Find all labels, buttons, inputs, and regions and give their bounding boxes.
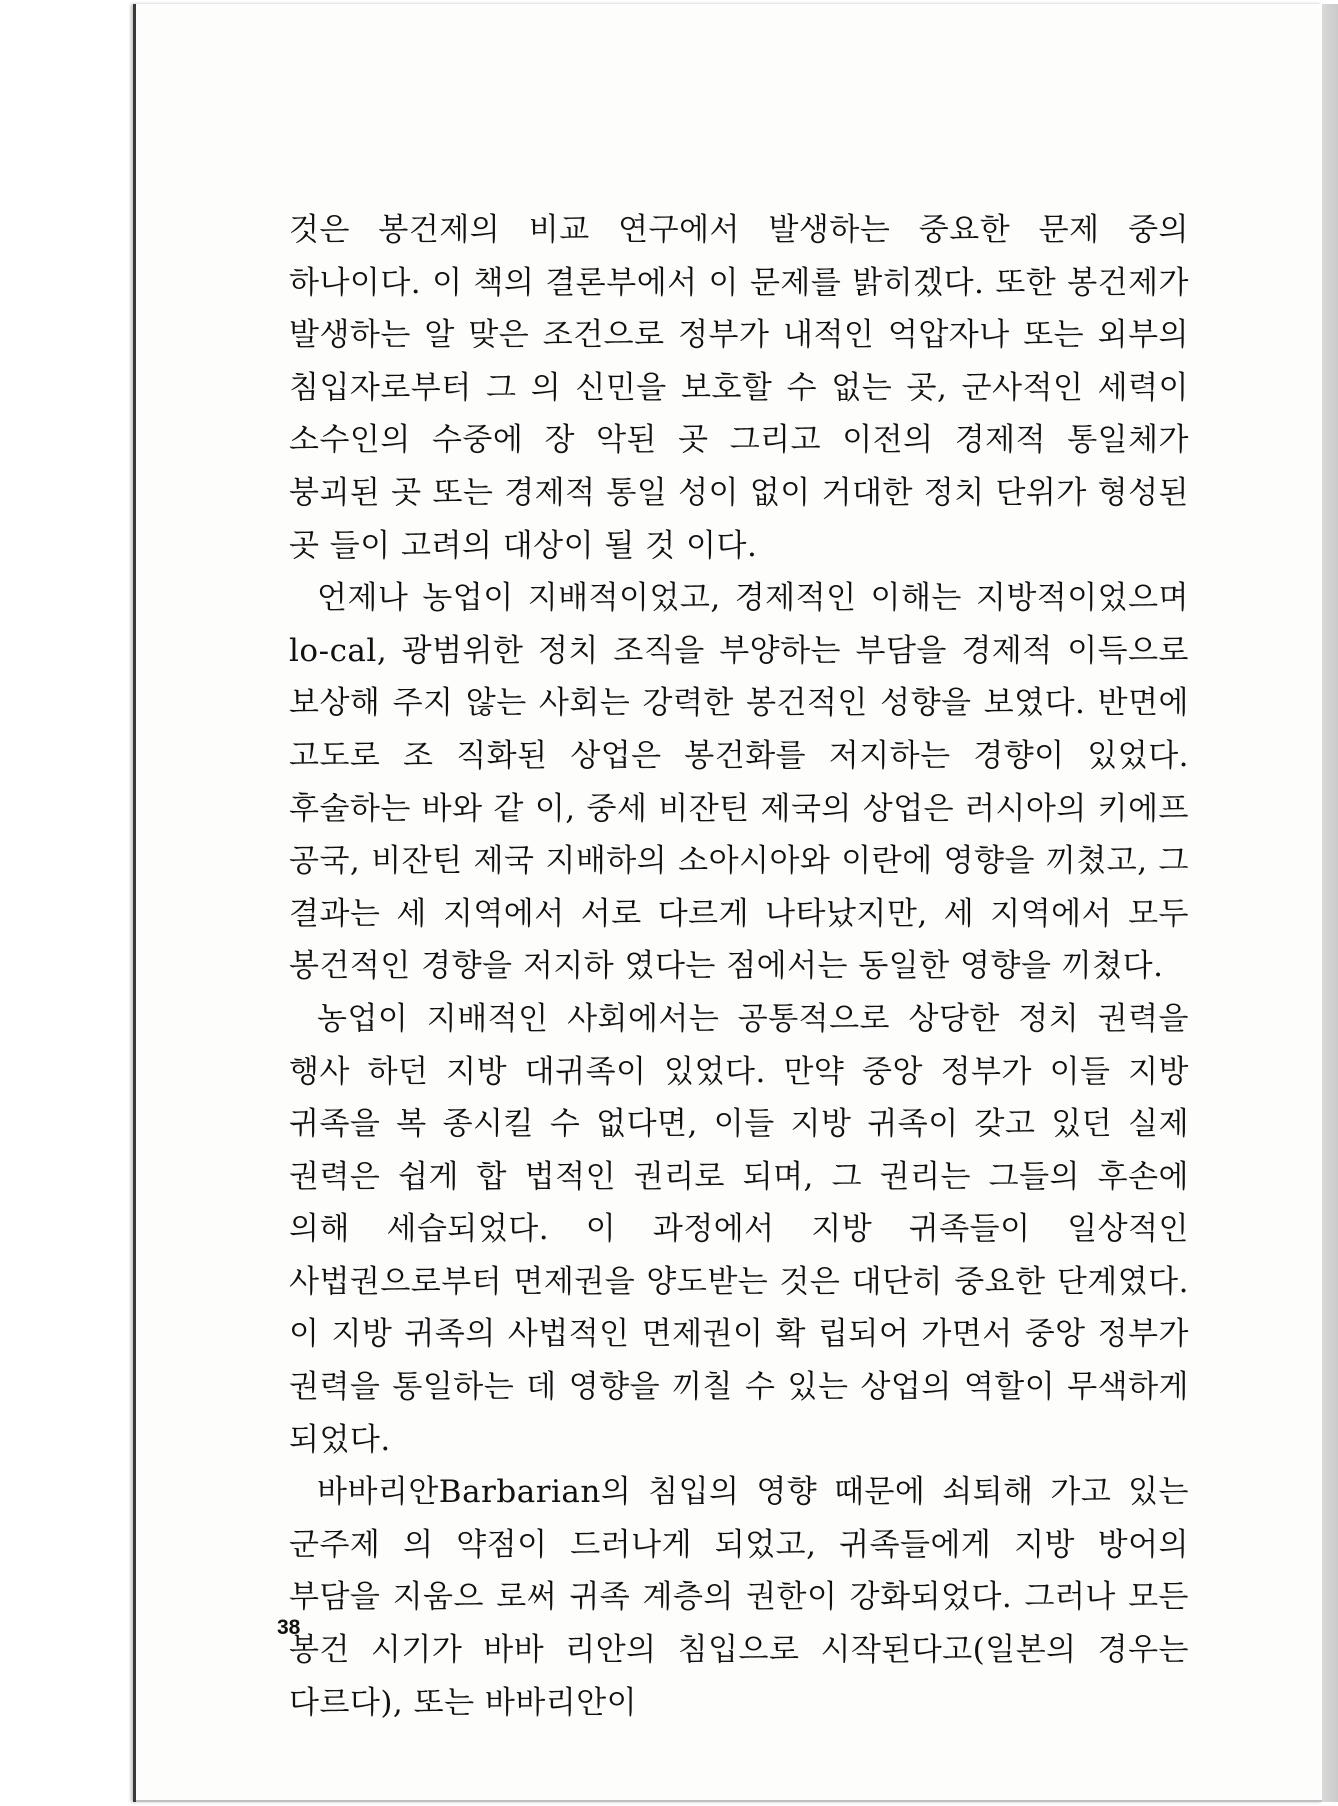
paragraph-4: 바바리안Barbarian의 침입의 영향 때문에 쇠퇴해 가고 있는 군주제 의 약점이 드러나게 되었고, 귀족들에게 지방 방어의 부담을 지움으 로써 귀족 계층의 권한이 강화되었다. 그러나 모든 봉건 시기가 바바 리안의 침입으로 시작된다고(일본의 경우는 다르다), 또는 바바리안이 (289, 1474, 1190, 1721)
page-number: 38 (277, 1616, 301, 1639)
paragraph-3: 농업이 지배적인 사회에서는 공통적으로 상당한 정치 권력을 행사 하던 지방 대귀족이 있었다. 만약 중앙 정부가 이들 지방 귀족을 복 종시킬 수 없다면, 이들 지방 귀족이 갖고 있던 실제 권력은 쉽게 합 법적인 권리로 되며, 그 권리는 그들의 후손에 의해 세습되었다. 이 과정에서 지방 귀족들이 일상적인 사법권으로부터 면제권을 양도받는 것은 대단히 중요한 단계였다. 이 지방 귀족의 사법적인 면제권이 확 립되어 가면서 중앙 정부가 권력을 통일하는 데 영향을 끼칠 수 있는 상업의 역할이 무색하게 되었다. (289, 1000, 1190, 1458)
paragraph-1: 것은 봉건제의 비교 연구에서 발생하는 중요한 문제 중의 하나이다. 이 책의 결론부에서 이 문제를 밝히겠다. 또한 봉건제가 발생하는 알 맞은 조건으로 정부가 내적인 억압자나 또는 외부의 침입자로부터 그 의 신민을 보호할 수 없는 곳, 군사적인 세력이 소수인의 수중에 장 악된 곳 그리고 이전의 경제적 통일체가 붕괴된 곳 또는 경제적 통일 성이 없이 거대한 정치 단위가 형성된 곳 들이 고려의 대상이 될 것 이다. (289, 212, 1190, 564)
body-text (289, 204, 1189, 1729)
page-bottom-edge (136, 1800, 1322, 1802)
paragraph-2: 언제나 농업이 지배적이었고, 경제적인 이해는 지방적이었으며 lo-cal, 광범위한 정치 조직을 부양하는 부담을 경제적 이득으로 보상해 주지 않는 사회는 강력한 봉건적인 성향을 보였다. 반면에 고도로 조 직화된 상업은 봉건화를 저지하는 경향이 있었다. 후술하는 바와 같 이, 중세 비잔틴 제국의 상업은 러시아의 키에프 공국, 비잔틴 제국 지배하의 소아시아와 이란에 영향을 끼쳤고, 그 결과는 세 지역에서 서로 다르게 나타났지만, 세 지역에서 모두 봉건적인 경향을 저지하 였다는 점에서는 동일한 영향을 끼쳤다. (289, 580, 1190, 985)
book-page (133, 4, 1322, 1802)
page-edge (1322, 4, 1338, 1802)
